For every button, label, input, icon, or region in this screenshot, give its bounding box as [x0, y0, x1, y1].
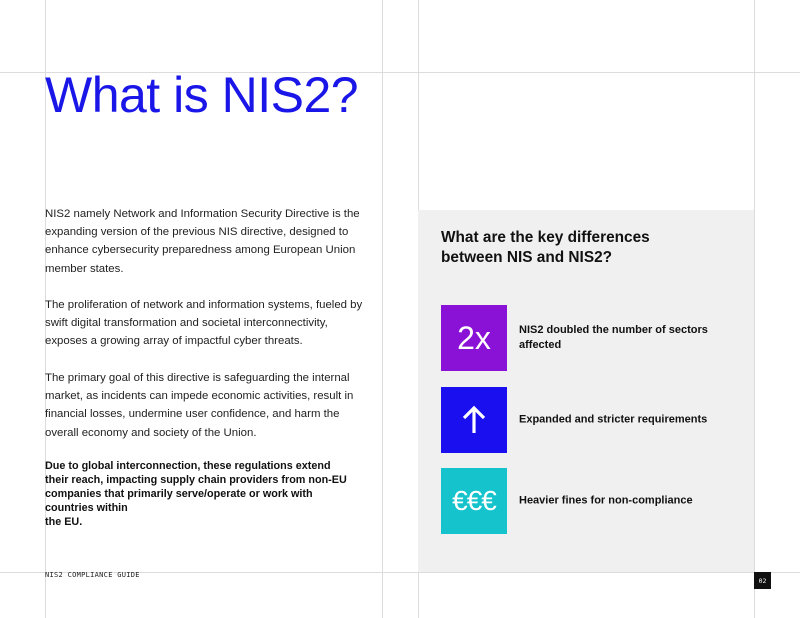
- tile-text: €€€: [452, 485, 496, 516]
- key-differences-panel: [418, 210, 754, 572]
- difference-label: Heavier fines for non-compliance: [519, 494, 693, 507]
- tile-text: 2x: [457, 319, 491, 356]
- tile-euro: [441, 468, 507, 534]
- grid-line: [382, 0, 383, 618]
- bold-note: Due to global interconnection, these regulations extend their reach, impacting supply chain providers from non-EU companies that primarily serve/operate or work with countries within the EU.: [45, 460, 347, 528]
- panel-title: What are the key differences between NIS and NIS2?: [441, 229, 650, 266]
- difference-label: Expanded and stricter requirements: [519, 413, 708, 426]
- page-title: What is NIS2?: [45, 67, 359, 123]
- difference-item-fines: [441, 468, 731, 534]
- difference-label: NIS2 doubled the number of sectors affected: [519, 324, 708, 351]
- threats-paragraph: The proliferation of network and information systems, fueled by swift digital transformation and societal interconnectivity, exposes a growing array of impactful cyber threats.: [45, 299, 363, 348]
- goal-paragraph: The primary goal of this directive is safeguarding the internal market, as incidents can impede economic activities, result in financial losses, undermine user confidence, and harm the overall economy and society of the Union.: [45, 372, 354, 439]
- tile-arrow: [441, 387, 507, 453]
- page-number: 02: [754, 572, 771, 589]
- difference-item-requirements: [441, 387, 731, 453]
- footer-guide-title: NIS2 COMPLIANCE GUIDE: [45, 571, 140, 579]
- difference-item-sectors: [441, 305, 731, 371]
- grid-line: [754, 0, 755, 618]
- arrow-up-icon: [461, 405, 487, 435]
- intro-paragraph: NIS2 namely Network and Information Security Directive is the expanding version of the previous NIS directive, designed to enhance cybersecurity preparedness among European Union member states.: [45, 208, 360, 275]
- tile-2x: [441, 305, 507, 371]
